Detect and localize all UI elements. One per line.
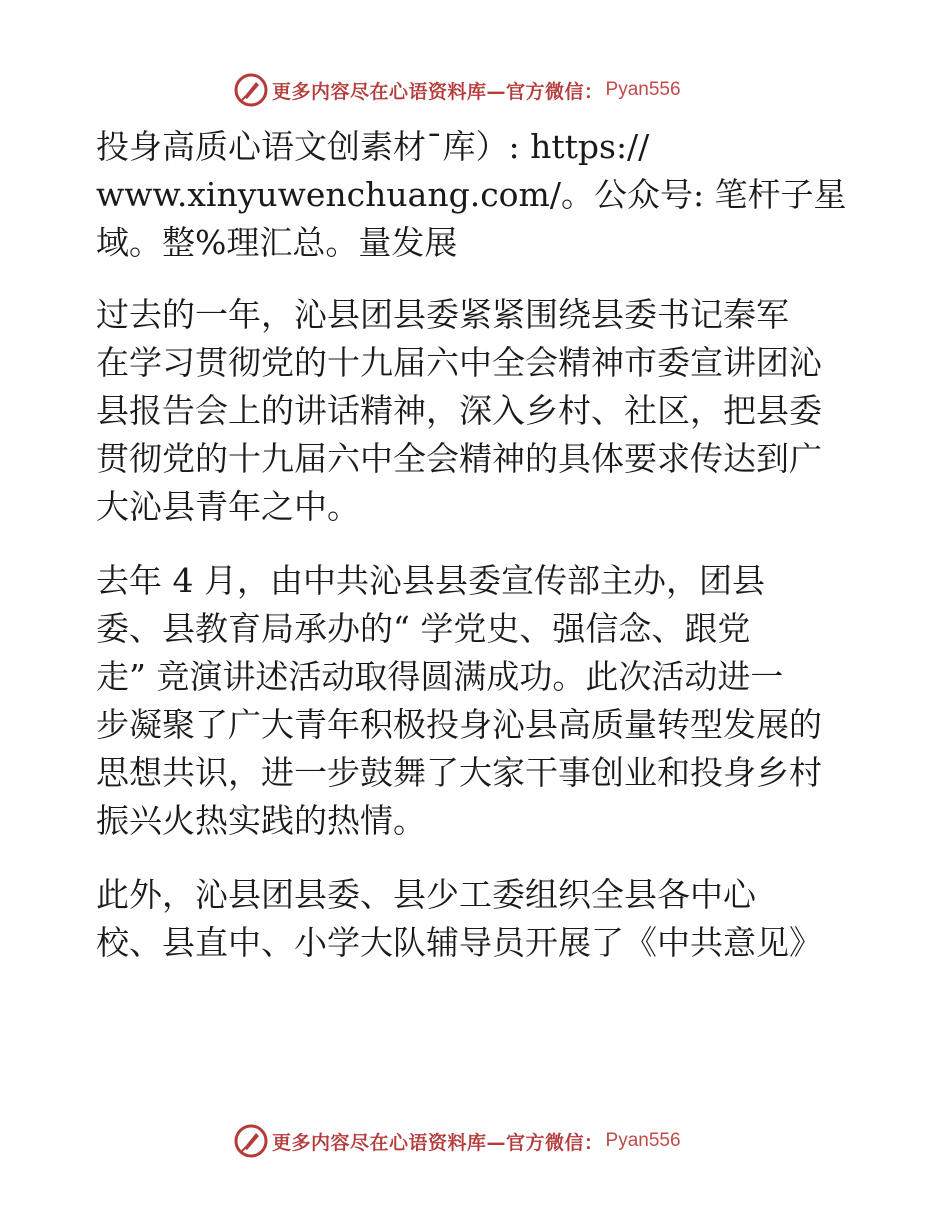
text-line: 投身高质心语文创素材¯库）: https://	[96, 127, 650, 166]
text-line: 过去的一年，沁县团县委紧紧围绕县委书记秦军	[96, 295, 789, 334]
watermark-text: 更多内容尽在心语资料库—官方微信：	[272, 1131, 604, 1154]
text-line: 县报告会上的讲话精神，深入乡村、社区，把县委	[96, 391, 822, 430]
quill-logo-icon	[234, 1124, 268, 1158]
quill-logo-icon	[234, 73, 268, 107]
text-line: 思想共识，进一步鼓舞了大家干事创业和投身乡村	[96, 753, 822, 792]
text-line: 去年 4 月，由中共沁县县委宣传部主办，团县	[96, 561, 765, 600]
text-line: www.xinyuwenchuang.com/。公众号: 笔杆子星	[96, 175, 847, 214]
text-line: 校、县直中、小学大队辅导员开展了《中共意见》	[96, 923, 822, 962]
header-watermark-banner	[234, 72, 714, 108]
text-line: 走” 竞演讲述活动取得圆满成功。此次活动进一	[96, 657, 784, 696]
text-line: 步凝聚了广大青年积极投身沁县高质量转型发展的	[96, 705, 822, 744]
paragraph-past-year	[96, 291, 856, 531]
footer-watermark-banner	[234, 1123, 714, 1159]
paragraph-april-event	[96, 557, 856, 845]
document-body	[96, 123, 856, 993]
text-line: 在学习贯彻党的十九届六中全会精神市委宣讲团沁	[96, 343, 822, 382]
text-line: 域。整%理汇总。量发展	[96, 223, 458, 262]
text-line: 大沁县青年之中。	[96, 487, 360, 526]
wechat-id: Pyan556	[605, 1130, 681, 1151]
text-line: 振兴火热实践的热情。	[96, 801, 426, 840]
text-line: 委、县教育局承办的“ 学党史、强信念、跟党	[96, 609, 751, 648]
text-line: 贯彻党的十九届六中全会精神的具体要求传达到广	[96, 439, 822, 478]
text-line: 此外，沁县团县委、县少工委组织全县各中心	[96, 875, 756, 914]
paragraph-additionally	[96, 871, 856, 967]
paragraph-intro	[96, 123, 856, 267]
watermark-text: 更多内容尽在心语资料库—官方微信：	[272, 80, 604, 103]
wechat-id: Pyan556	[605, 79, 681, 100]
